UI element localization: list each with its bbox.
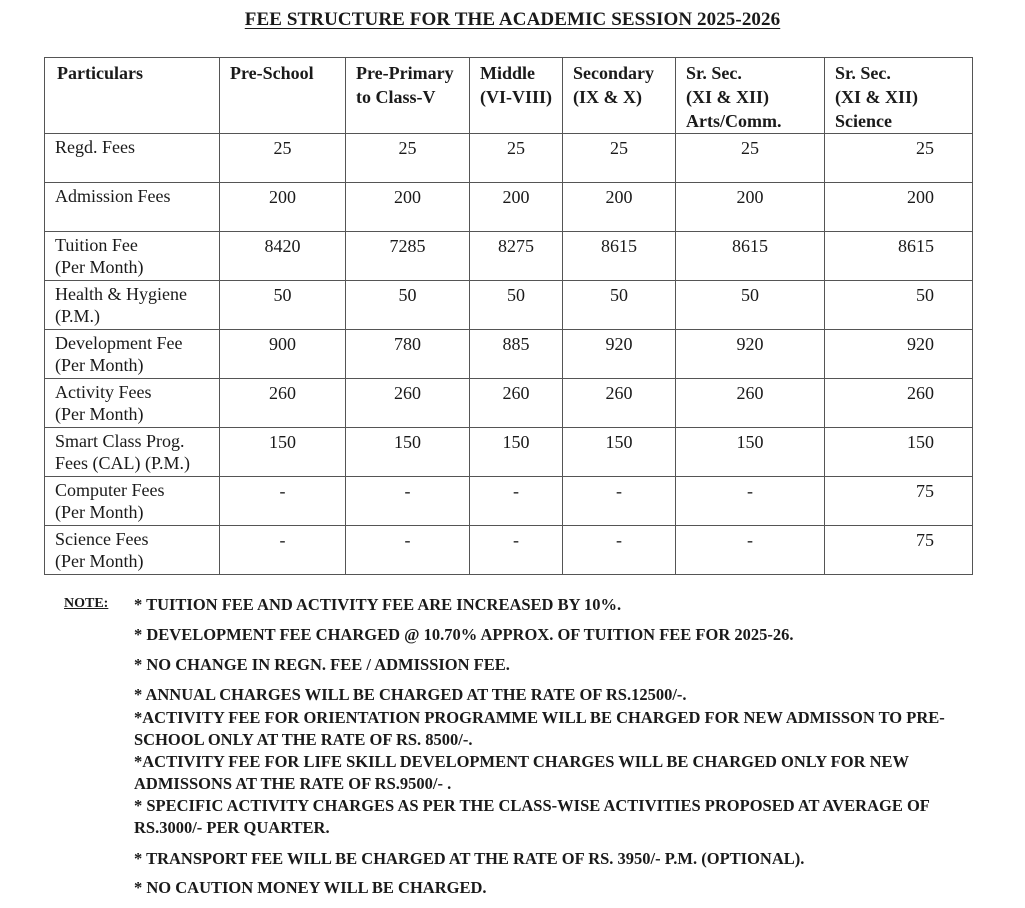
table-row	[45, 134, 973, 183]
table-row	[45, 428, 973, 477]
header-line: Sr. Sec.	[835, 63, 891, 83]
row-label	[45, 281, 220, 330]
header-line: (VI-VIII)	[480, 87, 552, 107]
fee-value: 8615	[676, 232, 825, 281]
fee-value: -	[676, 477, 825, 526]
fee-value: 920	[563, 330, 676, 379]
note-item: * NO CAUTION MONEY WILL BE CHARGED.	[134, 878, 487, 897]
note-item: *ACTIVITY FEE FOR ORIENTATION PROGRAMME WILL BE CHARGED FOR NEW ADMISSON TO PRE-SCHOOL ONLY AT THE RATE OF RS. 8500/-.	[134, 708, 945, 749]
row-label-line: Science Fees	[55, 529, 149, 549]
header-line: Middle	[480, 63, 536, 83]
column-header	[346, 58, 470, 134]
row-label	[45, 428, 220, 477]
fee-table	[44, 57, 973, 575]
note-item: * DEVELOPMENT FEE CHARGED @ 10.70% APPROX. OF TUITION FEE FOR 2025-26.	[134, 625, 794, 644]
header-line: Secondary	[573, 63, 654, 83]
table-header-row	[45, 58, 973, 134]
row-label-line: Development Fee	[55, 333, 183, 353]
row-label	[45, 477, 220, 526]
note-label: NOTE:	[64, 596, 109, 611]
table-row	[45, 281, 973, 330]
header-line: Pre-Primary	[356, 63, 454, 83]
fee-value: 920	[825, 330, 973, 379]
row-label-line: (Per Month)	[55, 551, 144, 571]
fee-value: 50	[563, 281, 676, 330]
fee-value: 50	[825, 281, 973, 330]
fee-value: -	[220, 526, 346, 575]
fee-value: 885	[470, 330, 563, 379]
fee-value: 7285	[346, 232, 470, 281]
fee-value: 50	[346, 281, 470, 330]
fee-value: 260	[676, 379, 825, 428]
page-title: FEE STRUCTURE FOR THE ACADEMIC SESSION 2025-2026	[244, 9, 781, 30]
column-header	[220, 58, 346, 134]
row-label-line: Tuition Fee	[55, 235, 138, 255]
row-label-line: Regd. Fees	[55, 137, 135, 157]
fee-value: 260	[346, 379, 470, 428]
column-header	[825, 58, 973, 134]
row-label-line: (P.M.)	[55, 306, 101, 326]
table-row	[45, 379, 973, 428]
header-line: to Class-V	[356, 87, 436, 107]
fee-value: 25	[470, 134, 563, 183]
column-header	[676, 58, 825, 134]
fee-value: -	[220, 477, 346, 526]
note-item: * NO CHANGE IN REGN. FEE / ADMISSION FEE.	[134, 655, 510, 674]
table-row	[45, 183, 973, 232]
fee-value: 260	[825, 379, 973, 428]
fee-value: 8615	[563, 232, 676, 281]
fee-value: 25	[676, 134, 825, 183]
note-item: * ANNUAL CHARGES WILL BE CHARGED AT THE RATE OF RS.12500/-.	[134, 685, 687, 704]
note-item: * TUITION FEE AND ACTIVITY FEE ARE INCREASED BY 10%.	[134, 595, 622, 614]
fee-value: -	[563, 477, 676, 526]
row-label-line: Health & Hygiene	[55, 284, 187, 304]
table-row	[45, 526, 973, 575]
table-row	[45, 232, 973, 281]
fee-value: 50	[220, 281, 346, 330]
column-header	[563, 58, 676, 134]
row-label-line: Activity Fees	[55, 382, 152, 402]
note-item: *ACTIVITY FEE FOR LIFE SKILL DEVELOPMENT CHARGES WILL BE CHARGED ONLY FOR NEW ADMISSONS AT THE RATE OF RS.9500/- .	[134, 752, 909, 793]
fee-value: 25	[346, 134, 470, 183]
row-label	[45, 134, 220, 183]
fee-value: 150	[346, 428, 470, 477]
fee-value: 75	[825, 526, 973, 575]
row-label	[45, 232, 220, 281]
fee-value: 200	[825, 183, 973, 232]
fee-value: 150	[470, 428, 563, 477]
fee-value: 8420	[220, 232, 346, 281]
header-line: Sr. Sec.	[686, 63, 742, 83]
fee-value: 260	[470, 379, 563, 428]
row-label-line: (Per Month)	[55, 355, 144, 375]
fee-value: 780	[346, 330, 470, 379]
fee-value: 900	[220, 330, 346, 379]
header-line: Particulars	[57, 63, 143, 83]
fee-value: -	[346, 526, 470, 575]
fee-value: 75	[825, 477, 973, 526]
fee-value: 200	[676, 183, 825, 232]
row-label-line: Fees (CAL) (P.M.)	[55, 453, 190, 473]
column-header-particulars	[45, 58, 220, 134]
fee-value: 200	[563, 183, 676, 232]
fee-value: 150	[676, 428, 825, 477]
fee-value: 8275	[470, 232, 563, 281]
fee-value: 25	[563, 134, 676, 183]
row-label	[45, 379, 220, 428]
fee-value: 8615	[825, 232, 973, 281]
fee-value: 200	[220, 183, 346, 232]
fee-value: 50	[470, 281, 563, 330]
fee-value: 260	[220, 379, 346, 428]
fee-value: -	[563, 526, 676, 575]
row-label-line: Admission Fees	[55, 186, 171, 206]
fee-value: 260	[563, 379, 676, 428]
fee-value: 200	[346, 183, 470, 232]
table-row	[45, 477, 973, 526]
fee-value: 25	[825, 134, 973, 183]
header-line: (XI & XII)	[686, 87, 769, 107]
note-item: * SPECIFIC ACTIVITY CHARGES AS PER THE CLASS-WISE ACTIVITIES PROPOSED AT AVERAGE OF RS.3000/- PER QUARTER.	[134, 796, 930, 837]
fee-value: 920	[676, 330, 825, 379]
row-label	[45, 526, 220, 575]
fee-value: 150	[220, 428, 346, 477]
header-line: Arts/Comm.	[686, 111, 782, 131]
fee-value: 200	[470, 183, 563, 232]
row-label-line: Computer Fees	[55, 480, 165, 500]
fee-value: -	[676, 526, 825, 575]
fee-value: -	[470, 477, 563, 526]
fee-value: 150	[563, 428, 676, 477]
row-label	[45, 183, 220, 232]
row-label-line: (Per Month)	[55, 257, 144, 277]
column-header	[470, 58, 563, 134]
header-line: (XI & XII)	[835, 87, 918, 107]
row-label	[45, 330, 220, 379]
table-row	[45, 330, 973, 379]
fee-value: -	[470, 526, 563, 575]
header-line: (IX & X)	[573, 87, 642, 107]
note-item: * TRANSPORT FEE WILL BE CHARGED AT THE RATE OF RS. 3950/- P.M. (OPTIONAL).	[134, 849, 805, 868]
fee-value: -	[346, 477, 470, 526]
header-line: Pre-School	[230, 63, 314, 83]
fee-value: 150	[825, 428, 973, 477]
fee-value: 25	[220, 134, 346, 183]
row-label-line: (Per Month)	[55, 404, 144, 424]
header-line: Science	[835, 111, 892, 131]
row-label-line: (Per Month)	[55, 502, 144, 522]
row-label-line: Smart Class Prog.	[55, 431, 185, 451]
fee-value: 50	[676, 281, 825, 330]
